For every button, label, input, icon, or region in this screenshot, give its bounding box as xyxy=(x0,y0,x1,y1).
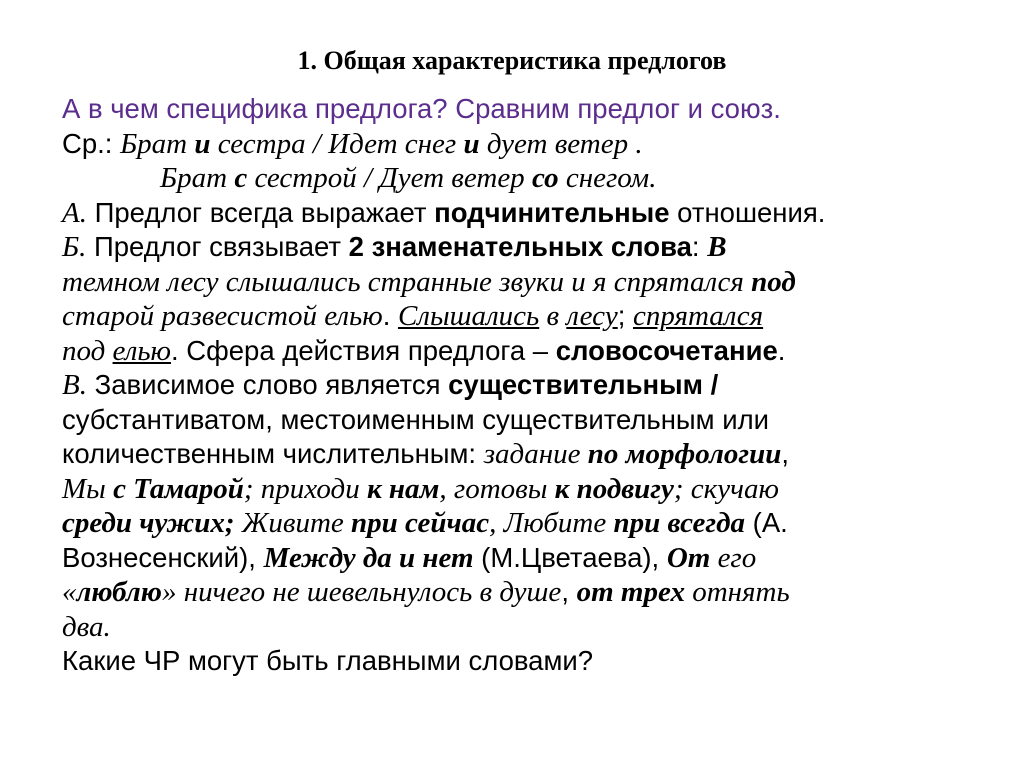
text-segment: , xyxy=(781,438,789,469)
text-segment: Предлог связывает xyxy=(86,231,349,262)
text-segment: Какие ЧР могут быть главными словами? xyxy=(62,645,594,676)
text-segment: два. xyxy=(62,610,111,643)
text-segment: с Тамарой xyxy=(113,472,244,505)
text-segment: к нам xyxy=(366,472,440,505)
text-segment: (М.Цветаева), xyxy=(473,541,667,573)
text-line xyxy=(62,127,982,162)
text-segment: спрятался xyxy=(632,300,764,332)
slide-title: 1. Общая характеристика предлогов xyxy=(297,46,727,75)
text-segment: А. xyxy=(62,196,87,229)
text-segment: А в чем специфика предлога? Сравним предлог и союз. xyxy=(62,93,781,124)
text-segment: Зависимое слово является xyxy=(86,369,449,400)
text-line xyxy=(62,506,982,541)
text-segment: старой развесистой елью xyxy=(62,300,383,332)
text-segment: Б. xyxy=(62,231,87,263)
text-segment: елью xyxy=(112,334,171,367)
text-line xyxy=(62,437,982,472)
text-segment: люблю xyxy=(76,576,162,608)
text-segment: дует ветер . xyxy=(479,127,643,160)
text-segment: , Любите xyxy=(489,507,614,539)
text-segment: при всегда xyxy=(613,507,746,539)
slide-body xyxy=(62,92,982,679)
text-line xyxy=(62,92,982,127)
text-line xyxy=(62,575,982,610)
text-segment: к подвигу xyxy=(554,472,674,505)
text-segment: с xyxy=(234,162,248,194)
text-segment: отнять xyxy=(684,576,790,608)
text-segment: при сейчас xyxy=(351,507,490,539)
text-segment: (А. xyxy=(745,507,788,538)
text-segment: 2 знаменательных слова xyxy=(348,231,692,262)
text-segment: : xyxy=(691,231,708,262)
text-line xyxy=(62,299,982,334)
text-segment: В. xyxy=(62,369,87,401)
text-segment: ; приходи xyxy=(243,472,367,505)
text-segment: словосочетание xyxy=(555,334,778,366)
text-segment: лесу xyxy=(566,300,618,332)
text-segment: отношения. xyxy=(669,196,826,228)
text-segment: его xyxy=(710,541,757,574)
text-segment: . Сфера действия предлога – xyxy=(171,334,556,366)
text-segment: . xyxy=(382,300,398,331)
text-segment: . xyxy=(777,334,786,366)
text-line xyxy=(62,196,982,231)
text-line xyxy=(62,472,982,507)
text-segment: по морфологии xyxy=(587,438,782,470)
text-segment: сестрой / Дует ветер xyxy=(247,162,532,194)
text-segment: , xyxy=(561,576,577,607)
text-segment: , готовы xyxy=(439,472,555,505)
text-segment: существительным / xyxy=(448,369,719,400)
text-segment: От xyxy=(666,541,711,574)
text-segment: ; xyxy=(617,300,633,331)
text-line xyxy=(62,265,982,300)
text-segment: Вознесенский), xyxy=(62,541,264,573)
text-line xyxy=(62,230,982,265)
text-line xyxy=(62,541,982,576)
text-segment: среди чужих; xyxy=(62,507,235,539)
text-segment: » ничего не шевельнулось в душе xyxy=(161,576,562,608)
text-segment: под xyxy=(751,265,796,298)
text-line xyxy=(62,368,982,403)
text-segment: Между да и нет xyxy=(263,541,474,574)
text-line xyxy=(62,644,982,679)
text-segment: и xyxy=(194,127,211,160)
text-line xyxy=(62,403,982,438)
text-line xyxy=(62,334,982,369)
text-segment: количественным числительным: xyxy=(62,438,484,469)
text-segment: и xyxy=(463,127,480,160)
text-segment: Мы xyxy=(62,472,114,505)
text-segment: « xyxy=(62,576,77,608)
text-segment: Ср.: xyxy=(62,127,121,159)
text-segment: Предлог всегда выражает xyxy=(86,196,435,228)
text-segment: Брат xyxy=(120,127,195,160)
text-segment: под xyxy=(62,334,113,367)
text-segment: Слышались xyxy=(397,300,540,332)
text-segment: от трех xyxy=(576,576,685,608)
text-segment: в xyxy=(539,300,567,332)
text-segment: субстантиватом, местоименным существительным или xyxy=(62,403,769,435)
text-line xyxy=(62,610,982,645)
text-segment: снегом. xyxy=(558,162,657,194)
text-segment: темном лесу слышались странные звуки и я спрятался xyxy=(62,265,752,298)
text-segment: сестра / Идет снег xyxy=(210,127,464,160)
text-line xyxy=(62,161,982,196)
text-segment: со xyxy=(531,162,559,194)
text-segment: Брат xyxy=(160,162,235,194)
text-segment: задание xyxy=(483,438,588,470)
text-segment: подчинительные xyxy=(434,196,670,228)
text-segment: Живите xyxy=(234,507,352,539)
text-segment: В xyxy=(707,231,727,263)
text-segment: ; скучаю xyxy=(673,472,779,505)
